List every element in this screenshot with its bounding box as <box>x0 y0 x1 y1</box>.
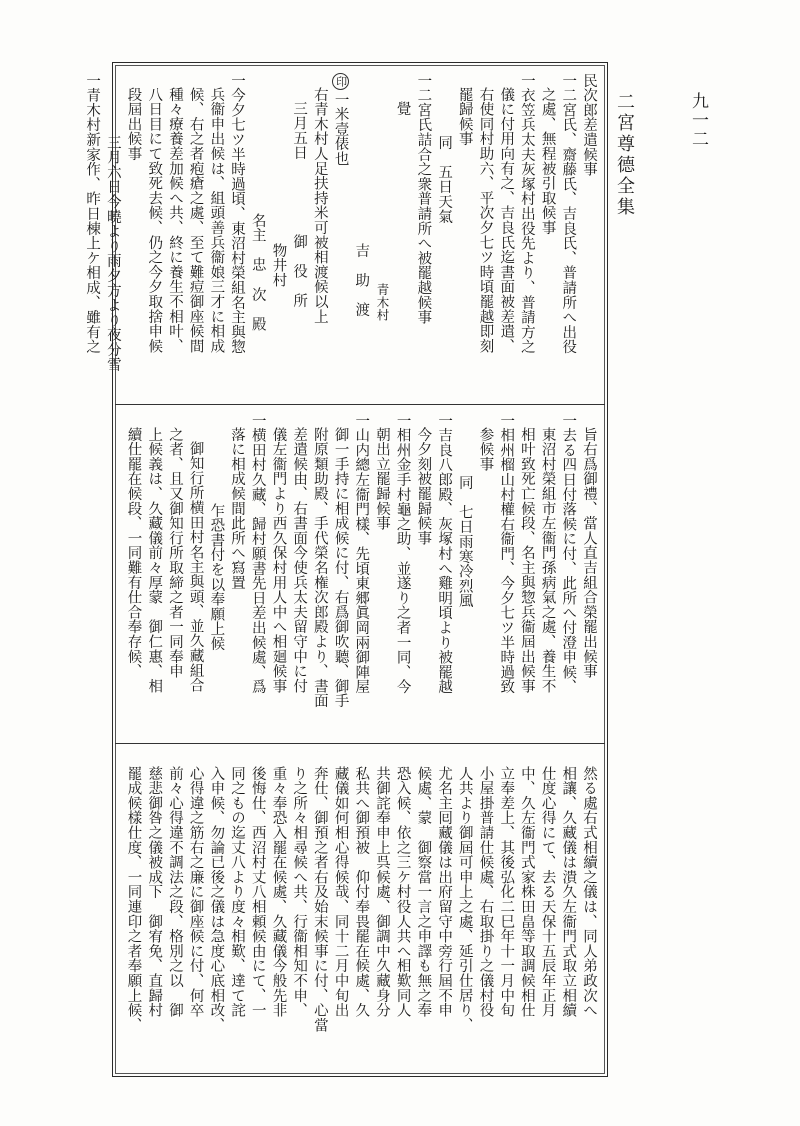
text-column <box>164 73 185 398</box>
column-text: 仕度心得にて、去る天保十五辰年正月 <box>539 766 556 1018</box>
text-block-bottom <box>113 744 605 1074</box>
column-text: 罷歸候事 <box>456 87 473 147</box>
text-column <box>268 413 289 736</box>
text-column <box>454 413 475 736</box>
text-column <box>475 413 496 736</box>
text-column <box>247 413 268 736</box>
text-column <box>81 73 102 398</box>
text-column <box>268 73 289 398</box>
text-column <box>185 413 206 736</box>
column-text: 私共へ御預被 仰付奉畏罷在候處、久 <box>353 766 370 1018</box>
column-text: 右青木村人足扶持米可被相渡候以上 <box>311 87 328 324</box>
text-column <box>433 752 454 1068</box>
column-text: 一吉良八郎殿、灰塚村へ雞明頃より被罷越 <box>436 413 453 695</box>
column-text: 罷成候樣仕度、一同連印之者奉願上候、 <box>125 766 142 1033</box>
text-column <box>433 413 454 736</box>
text-column <box>185 752 206 1068</box>
column-text: 落に相成候間此所へ寫置 <box>229 427 246 590</box>
text-column <box>558 752 579 1068</box>
text-column <box>351 752 372 1068</box>
column-text: 一横田村久藏、歸村願書先日差出候處、爲 <box>249 413 266 695</box>
text-column <box>309 73 330 398</box>
text-column <box>392 73 413 398</box>
text-column <box>413 413 434 736</box>
column-text: 儀左衞門より西久保村用人中へ相廻候事 <box>270 427 287 694</box>
column-text: 同 五日天氣 <box>436 135 453 224</box>
text-block-top <box>84 65 605 404</box>
column-text: 種々療養差加候へ共、終に養生不相叶、 <box>166 87 183 354</box>
column-text: 一青木村新家作、昨日棟上ケ相成、雖有之 <box>84 73 101 355</box>
text-column <box>164 413 185 736</box>
column-text: 右使同村助六、平次夕七ツ時頃罷越即刻 <box>477 87 494 354</box>
text-frame <box>84 62 608 1077</box>
text-column <box>351 413 372 736</box>
text-column <box>309 752 330 1068</box>
column-text: 兵衞申出候は、組頭善兵衞娘三才に相成 <box>208 87 225 354</box>
text-column <box>123 752 144 1068</box>
text-column <box>578 413 599 736</box>
text-column <box>433 73 454 398</box>
column-text: 一去る四日付落候に付、此所へ付澄申候、 <box>560 413 577 695</box>
text-column <box>413 752 434 1068</box>
text-column <box>123 413 144 736</box>
text-column <box>164 752 185 1068</box>
text-columns <box>119 413 599 736</box>
text-column <box>454 73 475 398</box>
text-column <box>413 73 434 398</box>
column-text: 候處、蒙 御察當一言之申譯も無之奉 <box>415 766 432 1018</box>
column-text: 段屆出候事 <box>125 87 142 161</box>
column-text: 人共より御屆可申上之處、延引仕居り、 <box>456 766 473 1033</box>
text-column <box>371 752 392 1068</box>
column-text: 同之もの迄丈八より度々相歎、達て詫 <box>229 766 246 1018</box>
text-column <box>206 413 227 736</box>
column-text: 吉 助 渡 <box>353 243 370 317</box>
column-text: 之者、且又御知行所取締之者一同奉申 <box>166 427 183 679</box>
text-column <box>247 752 268 1068</box>
column-text: 之處、無程被引取候事 <box>539 87 556 235</box>
column-text: 参候事 <box>477 427 494 472</box>
column-text: 覺 <box>394 101 411 116</box>
column-text: 尤名主囘藏儀は出府留守中旁行屆不申 <box>436 766 453 1018</box>
column-text: 一今夕七ツ半時過頃、東沼村榮組名主與惣 <box>229 73 246 355</box>
text-column <box>371 73 392 398</box>
text-column <box>537 752 558 1068</box>
text-column <box>392 752 413 1068</box>
column-text: 一相州金手村龜之助、並遂り之者一同、今 <box>394 413 411 695</box>
column-text: 一二宮氏、齋藤氏、吉良氏、普請所へ出役 <box>560 73 577 355</box>
column-text: 恐入候、依之三ケ村役人共へ相歎同人 <box>394 766 411 1018</box>
column-text: 旨右爲御禮、當人直吉組合榮罷出候事 <box>581 427 597 679</box>
column-text: 奔仕、御預之者右及始末候事に付、心當 <box>311 766 328 1033</box>
text-column <box>558 73 579 398</box>
column-text: 附原類助殿、手代榮名権次郎殿より、書面 <box>311 427 328 709</box>
text-column <box>558 413 579 736</box>
column-text: 同 七日雨寒冷烈風 <box>456 475 473 609</box>
column-text: 三月五日 御 役 所 <box>291 101 308 309</box>
text-column <box>537 73 558 398</box>
text-column <box>288 73 309 398</box>
text-column <box>475 73 496 398</box>
text-column <box>268 752 289 1068</box>
column-text: 八日目にて致死去候、仍之今夕取捨申候 <box>146 87 163 354</box>
column-text: 慈悲御咎之儀被成下 御宥免、直歸村 <box>146 766 163 1018</box>
text-column <box>144 752 165 1068</box>
column-text: 今夕刻被罷歸候事 <box>415 427 432 546</box>
page-number: 九一二 <box>688 92 708 149</box>
book-title: 二宮尊德全集 <box>614 92 635 218</box>
column-text: 名主 忠 次 殿 <box>249 213 266 332</box>
text-column <box>475 752 496 1068</box>
column-text: 然る處右式相續之儀は、同人弟政次へ <box>581 766 597 1018</box>
text-column <box>495 413 516 736</box>
column-text: 入申候、勿論已後之儀は急度心底相改、 <box>208 766 225 1033</box>
column-text: 重々奉恐入罷在候處、久藏儀今般先非 <box>270 766 287 1018</box>
text-column <box>226 752 247 1068</box>
text-column <box>516 73 537 398</box>
column-text: 御一手持に相成候に付、右爲御吹聽、御手 <box>332 427 349 709</box>
text-column <box>185 73 206 398</box>
column-text: 相讓、久藏儀は潰久左衞門式取立相續 <box>560 766 577 1018</box>
text-column <box>144 413 165 736</box>
text-column <box>123 73 144 398</box>
text-column <box>330 752 351 1068</box>
column-text: 上候義は、久藏儀前々厚蒙 御仁惠、相 <box>146 427 163 694</box>
column-text: 東沼村榮組市左衞門孫病氣之處、養生不 <box>539 427 556 694</box>
text-column <box>516 413 537 736</box>
text-column <box>102 73 123 398</box>
text-column <box>226 73 247 398</box>
text-column <box>288 752 309 1068</box>
column-text: 儀に付用向有之、吉良氏迄書面被差遣、 <box>498 87 515 354</box>
column-text: 續仕罷在候段、一同難有仕合奉存候、 <box>125 427 142 679</box>
text-column <box>288 413 309 736</box>
text-column <box>144 73 165 398</box>
text-column <box>516 752 537 1068</box>
column-text: 前々心得違不調法之段、格別之以 御 <box>166 766 183 1018</box>
text-block-middle <box>113 405 605 742</box>
text-columns <box>119 752 599 1068</box>
text-column <box>392 413 413 736</box>
text-column <box>371 413 392 736</box>
text-column <box>309 413 330 736</box>
text-column <box>330 413 351 736</box>
column-text: 青木村 <box>374 283 390 322</box>
column-text: 心得違之筋右之廉に御座候に付、何卒 <box>187 766 204 1018</box>
column-text: 後悔仕、西沼村丈八相頼候由にて、一 <box>249 766 266 1018</box>
column-text: 一山内總左衞門樣、先頃東郷眞岡兩御陣屋 <box>353 413 370 695</box>
text-column <box>351 73 372 398</box>
column-text: 物井村 <box>270 243 287 288</box>
column-text: 立奉差上、其後弘化二巳年十一月中旬 <box>498 766 515 1018</box>
text-column <box>495 73 516 398</box>
text-column <box>330 73 351 398</box>
column-text: 一二宮氏詰合之衆普請所へ被罷越候事 <box>415 73 432 325</box>
column-text: 差遣候由、右書面今使兵太夫留守中に付 <box>291 427 308 694</box>
column-text: 共御詫奉申上呉候處、御調中久藏身分 <box>373 766 390 1018</box>
column-text: 一米壹俵也 <box>332 92 349 166</box>
column-text: 乍恐書付を以奉願上候 <box>208 503 225 651</box>
text-column <box>578 752 599 1068</box>
text-column <box>537 413 558 736</box>
column-text: 民次郎差遣候事 <box>581 73 597 177</box>
seal-mark: 印 <box>332 73 349 90</box>
column-text: 中、久左衞門式家株田畠等取調候相仕 <box>518 766 535 1018</box>
column-text: 御知行所横田村名主與頭、並久藏組合 <box>187 441 204 693</box>
column-text: 候、右之者疱瘡之處、至て難痘御座候間 <box>187 87 204 354</box>
column-text: 三月六日今曉より雨夕方より夜分雪 <box>104 135 121 372</box>
text-column <box>206 752 227 1068</box>
column-text: り之所々相尋候へ共、行衞相知不申、 <box>291 766 308 1018</box>
text-column <box>578 73 599 398</box>
column-text: 藏儀如何相心得候哉、同十二月中旬出 <box>332 766 349 1018</box>
column-text: 一相州榴山村權右衞門、今夕七ツ半時過致 <box>498 413 515 695</box>
column-text: 小屋掛普請仕候處、右取掛り之儀村役 <box>477 766 494 1018</box>
text-column <box>206 73 227 398</box>
text-column <box>495 752 516 1068</box>
column-text: 一衣笠兵太夫灰塚村出役先より、普請方之 <box>518 73 535 355</box>
text-column <box>226 413 247 736</box>
column-text: 朝出立罷歸候事 <box>373 427 390 531</box>
text-column <box>247 73 268 398</box>
column-text: 相叶致死亡候段、名主與惣兵衞屆出候事 <box>518 427 535 694</box>
text-column <box>454 752 475 1068</box>
text-columns <box>84 73 599 398</box>
